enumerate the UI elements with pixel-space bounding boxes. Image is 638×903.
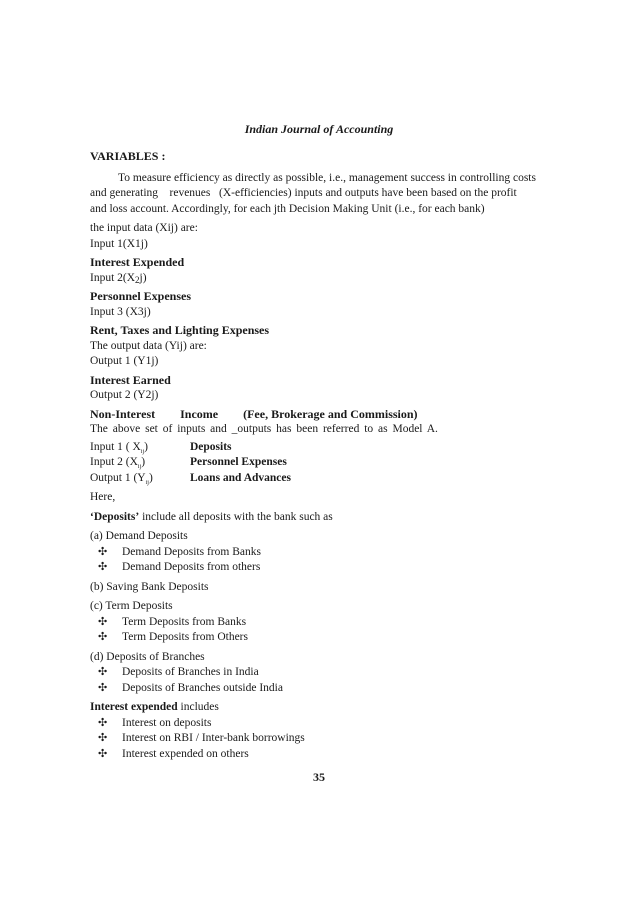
article-body bbox=[90, 146, 552, 762]
model-variable-name: Loans and Advances bbox=[190, 471, 291, 484]
model-variable-name: Personnel Expenses bbox=[190, 456, 287, 468]
interest-definition: includes bbox=[177, 701, 219, 713]
bullet-icon: ✣ bbox=[98, 545, 108, 558]
bullet-icon: ✣ bbox=[98, 631, 108, 643]
bullet-icon: ✣ bbox=[98, 615, 108, 628]
input-2-pre: Input 2(X bbox=[90, 271, 136, 284]
input-1: Input 1(X1j) bbox=[90, 237, 148, 250]
deposits-line bbox=[90, 510, 552, 526]
page-number: 35 bbox=[313, 770, 325, 784]
intro-line: To measure efficiency as directly as possible, i.e., management success in controlling costs bbox=[118, 171, 536, 184]
bullet-icon: ✣ bbox=[98, 561, 108, 573]
model-variable bbox=[90, 440, 190, 456]
list-item-text: Term Deposits from Banks bbox=[122, 615, 247, 628]
intro-line: and generating revenues (X-efficiencies) inputs and outputs have been based on the profit bbox=[90, 187, 517, 199]
list-item bbox=[90, 630, 552, 646]
list-item-text: Interest on RBI / Inter-bank borrowings bbox=[122, 732, 305, 744]
input-2-name: Personnel Expenses bbox=[90, 289, 192, 303]
interest-term: Interest expended bbox=[90, 701, 178, 713]
bullet-icon: ✣ bbox=[98, 681, 108, 694]
model-variable-post: ) bbox=[148, 471, 153, 484]
output-2-name-a: Non-Interest bbox=[90, 406, 156, 421]
deposit-group-label: (a) Demand Deposits bbox=[90, 530, 188, 542]
model-variable-pre: Output 1 (Y bbox=[90, 471, 146, 484]
model-variable-post: ) bbox=[141, 456, 146, 468]
model-variable-pre: Input 2 (X bbox=[90, 456, 138, 468]
running-header: Indian Journal of Accounting bbox=[244, 122, 394, 136]
model-variable-sub: ij bbox=[140, 448, 145, 455]
output-1-name: Interest Earned bbox=[90, 372, 171, 387]
model-variable bbox=[90, 471, 190, 487]
bullet-icon: ✣ bbox=[98, 747, 108, 760]
list-item bbox=[90, 615, 552, 631]
input-2-sub: 2 bbox=[135, 274, 140, 285]
here-line: Here, bbox=[90, 491, 116, 503]
deposit-groups bbox=[90, 529, 552, 696]
deposit-group-label: (d) Deposits of Branches bbox=[90, 650, 205, 663]
bullet-icon: ✣ bbox=[98, 716, 108, 729]
interest-line bbox=[90, 700, 552, 716]
list-item bbox=[90, 560, 552, 576]
bullet-icon: ✣ bbox=[98, 666, 108, 678]
output-2-name bbox=[90, 407, 552, 423]
model-row bbox=[90, 455, 552, 471]
deposits-term: ‘Deposits’ bbox=[90, 510, 140, 523]
input-data-line: the input data (Xij) are: bbox=[90, 222, 198, 234]
model-variable-name: Deposits bbox=[190, 440, 232, 453]
model-line: The above set of inputs and _outputs has been referred to as Model A. bbox=[90, 423, 438, 435]
input-2-post: j) bbox=[139, 271, 147, 284]
list-item-text: Demand Deposits from Banks bbox=[122, 545, 261, 558]
deposit-group-label: (c) Term Deposits bbox=[90, 600, 173, 612]
list-item-text: Demand Deposits from others bbox=[122, 561, 261, 573]
model-row bbox=[90, 471, 552, 487]
model-variable-pre: Input 1 ( X bbox=[90, 440, 141, 453]
output-data-line: The output data (Yij) are: bbox=[90, 339, 207, 352]
interest-list bbox=[90, 716, 552, 763]
variables-heading: VARIABLES : bbox=[90, 149, 166, 163]
input-3: Input 3 (X3j) bbox=[90, 305, 151, 318]
model-row bbox=[90, 440, 552, 456]
list-item bbox=[90, 731, 552, 747]
list-item bbox=[90, 681, 552, 697]
input-3-name: Rent, Taxes and Lighting Expenses bbox=[90, 323, 270, 337]
output-2-name-b: Income bbox=[180, 406, 219, 421]
deposit-group-label: (b) Saving Bank Deposits bbox=[90, 580, 209, 593]
model-variable-sub: ij bbox=[145, 479, 149, 486]
list-item bbox=[90, 665, 552, 681]
list-item-text: Interest expended on others bbox=[122, 747, 249, 760]
bullet-icon: ✣ bbox=[98, 732, 108, 744]
output-2: Output 2 (Y2j) bbox=[90, 389, 159, 401]
input-2 bbox=[90, 271, 552, 287]
model-variable-post: ) bbox=[144, 440, 148, 453]
list-item bbox=[90, 747, 552, 763]
list-item bbox=[90, 545, 552, 561]
deposits-definition: include all deposits with the bank such as bbox=[139, 510, 333, 523]
list-item-text: Interest on deposits bbox=[122, 716, 212, 729]
output-1: Output 1 (Y1j) bbox=[90, 355, 159, 367]
output-2-name-c: (Fee, Brokerage and Commission) bbox=[243, 406, 418, 421]
model-table bbox=[90, 440, 552, 487]
list-item-text: Deposits of Branches outside India bbox=[122, 681, 283, 694]
list-item-text: Deposits of Branches in India bbox=[122, 666, 259, 678]
model-variable bbox=[90, 455, 190, 471]
intro-line: and loss account. Accordingly, for each jth Decision Making Unit (i.e., for each bank) bbox=[90, 202, 485, 215]
intro-paragraph bbox=[90, 171, 552, 218]
model-variable-sub: ij bbox=[137, 464, 142, 470]
input-1-name: Interest Expended bbox=[90, 255, 185, 269]
list-item bbox=[90, 716, 552, 732]
list-item-text: Term Deposits from Others bbox=[122, 631, 248, 643]
